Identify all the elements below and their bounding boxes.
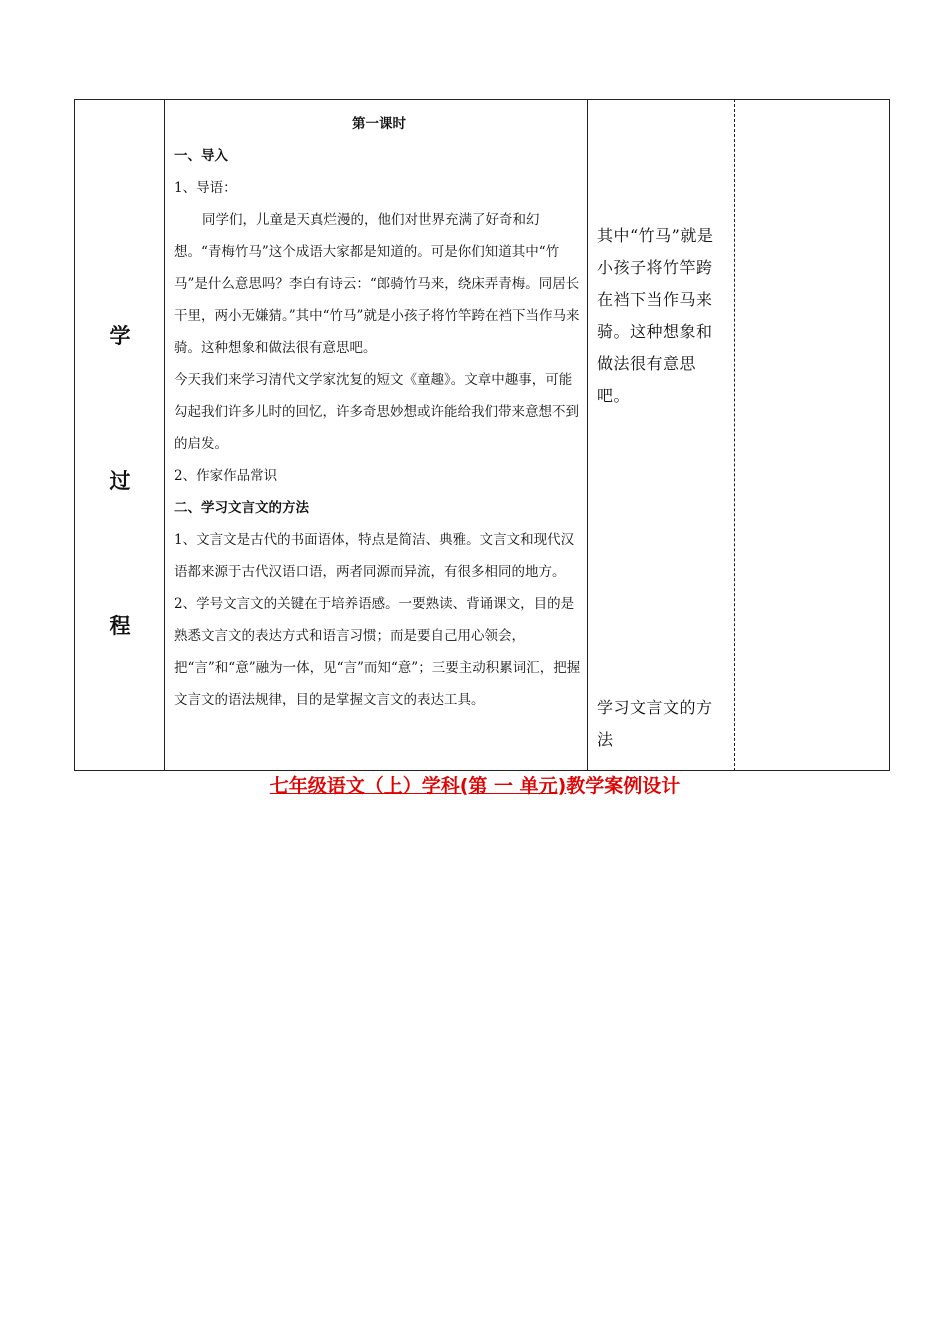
intro-item-label: 1、导语：	[174, 180, 237, 196]
process-label-char: 程	[109, 614, 131, 638]
lesson-title: 第一课时	[352, 116, 406, 132]
section-heading-intro: 一、导入	[174, 148, 228, 164]
table-dashed-divider	[734, 99, 735, 771]
intro-paragraph: 同学们，儿童是天真烂漫的，他们对世界充满了好奇和幻想。“青梅竹马”这个成语大家都是知道的。可是你们知道其中“竹马”是什么意思吗？李白有诗云：“郎骑竹马来，绕床弄青梅。同居长干里，两小无嫌猜。”其中“竹马”就是小孩子将竹竿跨在裆下当作马来骑。这种想象和做法很有意思吧。	[174, 212, 580, 356]
table-left-border	[74, 99, 75, 771]
lesson-content	[174, 108, 584, 716]
process-label-char: 学	[109, 324, 131, 348]
footer-title-suffix: 教学案例设计	[566, 775, 681, 797]
intro-paragraph: 今天我们来学习清代文学家沈复的短文《童趣》。文章中趣事，可能勾起我们许多儿时的回忆，许多奇思妙想或许能给我们带来意想不到的启发。	[174, 372, 579, 452]
author-works-label: 2、作家作品常识	[174, 468, 278, 484]
method-item: 1、文言文是古代的书面语体，特点是简洁、典雅。文言文和现代汉语都来源于古代汉语口语，两者同源而异流，有很多相同的地方。	[174, 532, 575, 580]
table-right-border	[889, 99, 890, 771]
side-note: 其中“竹马”就是小孩子将竹竿跨在裆下当作马来骑。这种想象和做法很有意思吧。	[597, 226, 714, 405]
document-footer-title	[0, 772, 950, 800]
section-heading-method: 二、学习文言文的方法	[174, 500, 309, 516]
process-label-char: 过	[109, 469, 131, 493]
table-column-divider	[587, 99, 588, 771]
table-column-divider	[164, 99, 165, 771]
method-item: 2、学号文言文的关键在于培养语感。一要熟读、背诵课文，目的是熟悉文言文的表达方式和语言习惯；而是要自己用心领会，把“言”和“意”融为一体，见“言”而知“意”；三要主动积累词汇，把握文言文的语法规律，目的是掌握文言文的表达工具。	[174, 596, 581, 708]
footer-title-subject: 七年级语文（上）学科(第 一 单元)	[269, 775, 567, 797]
side-note: 学习文言文的方法	[597, 698, 713, 749]
